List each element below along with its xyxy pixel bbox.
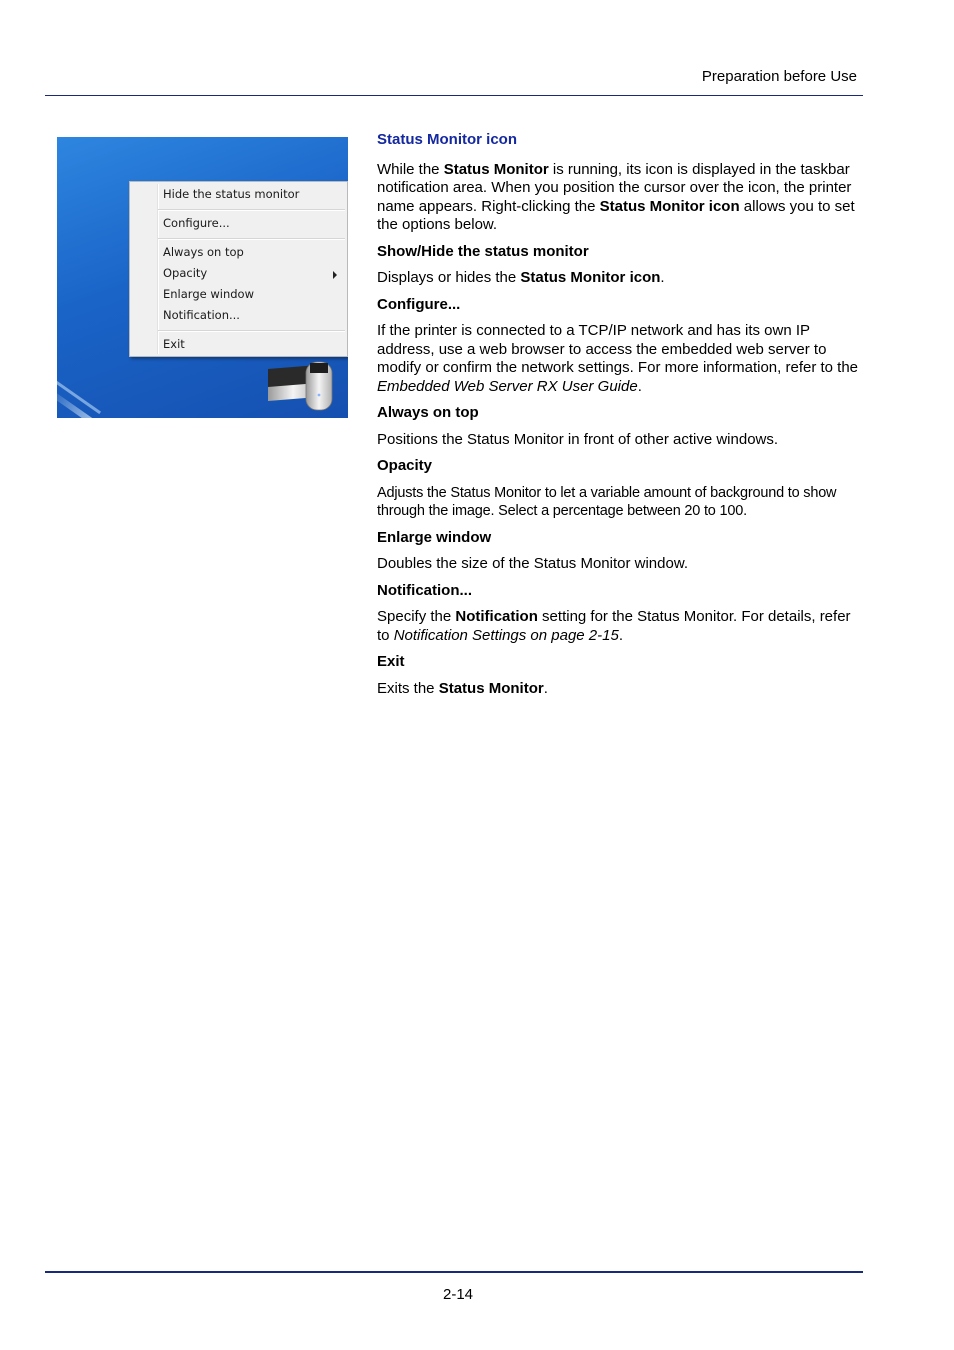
menu-item-exit[interactable]: Exit (163, 337, 185, 351)
text-run: . (618, 626, 624, 644)
status-monitor-screenshot (57, 137, 348, 418)
heading-show-hide: Show/Hide the status monitor (377, 242, 589, 260)
text-run: is running, its icon is displayed in the taskbar notification area. When you position the cursor over the icon, the printer name appears. Right-clicking the (377, 160, 852, 215)
text-run: If the printer is connected to a TCP/IP network and has its own IP address, use a web browser to access the embedded web server to modify or confirm the network settings. For more information, refer to the (377, 322, 859, 376)
footer-rule (45, 1271, 863, 1273)
paragraph-opacity: Adjusts the Status Monitor to let a variable amount of background to show through the image. Select a percentage between 20 to 100. (377, 484, 837, 519)
heading-configure: Configure... (377, 295, 461, 313)
text-run: Exits the (377, 679, 439, 697)
submenu-arrow-icon (333, 271, 337, 279)
text-run: setting for the Status Monitor. For details, refer to (377, 608, 851, 644)
intro-paragraph (377, 161, 863, 235)
italic-run: Embedded Web Server RX User Guide (377, 377, 638, 395)
text-run: . (660, 269, 665, 286)
heading-exit: Exit (377, 653, 405, 670)
text-run: . (543, 679, 548, 697)
heading-enlarge-window: Enlarge window (377, 528, 492, 546)
menu-separator (158, 238, 345, 240)
menu-separator (158, 209, 345, 211)
header-section-title: Preparation before Use (701, 68, 857, 85)
menu-item-opacity[interactable]: Opacity (163, 266, 208, 280)
menu-item-notification[interactable]: Notification... (163, 308, 240, 322)
text-run: Displays or hides the (377, 269, 521, 286)
main-content (377, 131, 863, 698)
text-run: While the (377, 160, 444, 178)
paragraph-exit (377, 680, 863, 699)
menu-item-always-on-top[interactable]: Always on top (163, 245, 244, 259)
paragraph-enlarge-window: Doubles the size of the Status Monitor window. (377, 555, 689, 572)
bold-run: Status Monitor (438, 679, 544, 697)
cross-reference-link[interactable]: Notification Settings on page 2-15 (393, 626, 619, 644)
paragraph-configure (377, 322, 863, 396)
text-run: Specify the (377, 608, 456, 625)
heading-always-on-top: Always on top (377, 404, 479, 421)
paragraph-notification (377, 608, 863, 645)
bold-run: Status Monitor icon (520, 269, 661, 286)
heading-opacity: Opacity (377, 457, 433, 474)
bold-run: Status Monitor (443, 160, 549, 178)
heading-notification: Notification... (377, 581, 472, 599)
bold-run: Status Monitor icon (599, 197, 740, 215)
section-title: Status Monitor icon (377, 131, 517, 148)
text-run: allows you to set the options below. (377, 197, 855, 233)
menu-item-hide-status-monitor[interactable]: Hide the status monitor (163, 187, 300, 201)
page-number: 2-14 (442, 1286, 474, 1303)
paragraph-always-on-top: Positions the Status Monitor in front of other active windows. (377, 430, 779, 448)
paragraph-show-hide (377, 269, 863, 288)
text-run: . (637, 377, 642, 395)
menu-item-configure[interactable]: Configure... (163, 216, 230, 230)
menu-separator (158, 330, 345, 332)
menu-item-enlarge-window[interactable]: Enlarge window (163, 287, 254, 301)
context-menu (129, 181, 348, 357)
printer-icon[interactable] (266, 357, 336, 412)
bold-run: Notification (455, 608, 538, 625)
header-rule (45, 95, 863, 96)
